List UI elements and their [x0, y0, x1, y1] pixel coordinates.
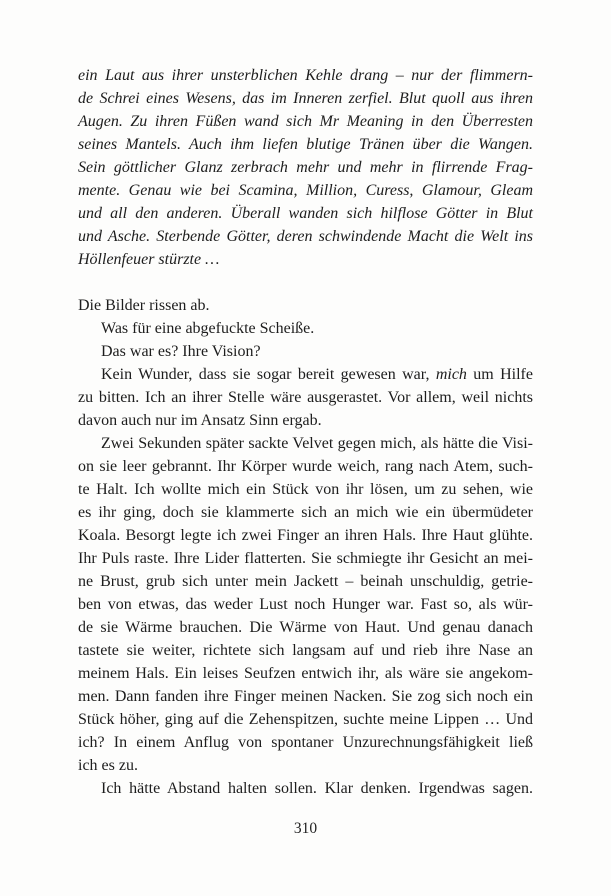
text-line: Die Bilder rissen ab.	[78, 297, 210, 314]
text-line: Höllenfeuer stürzte …	[78, 251, 220, 268]
text-line: zu bitten. Ich an ihrer Stelle wäre ausgerastet. Vor allem, weil nichts	[78, 389, 533, 406]
text-line: Augen. Zu ihren Füßen wand sich Mr Meaning in den Überresten	[78, 113, 533, 130]
text-line: Das war es? Ihre Vision?	[101, 343, 261, 360]
narrative-paragraphs	[78, 294, 533, 800]
text-line: davon auch nur im Ansatz Sinn ergab.	[78, 412, 322, 429]
text-line: de sie Wärme brauchen. Die Wärme von Haut. Und genau danach	[78, 619, 533, 636]
text-line: ein Laut aus ihrer unsterblichen Kehle drang – nur der flimmern-	[78, 67, 533, 84]
text-line: tastete sie weiter, richtete sich langsam auf und rieb ihre Nase an	[78, 642, 533, 659]
text-line: ne Brust, grub sich unter mein Jackett – beinah unschuldig, getrie-	[78, 573, 533, 590]
text-segment: Kein Wunder, dass sie sogar bereit gewesen war,	[101, 366, 436, 383]
text-line: de Schrei eines Wesens, das im Inneren zerfiel. Blut quoll aus ihren	[78, 90, 533, 107]
text-line: men. Dann fanden ihre Finger meinen Nacken. Sie zog sich noch ein	[78, 688, 533, 705]
text-line: ich es zu.	[78, 757, 138, 774]
text-line: meinem Hals. Ein leises Seufzen entwich ihr, als wäre sie angekom-	[78, 665, 533, 682]
text-segment: um Hilfe	[466, 366, 533, 383]
text-line: Ihr Puls raste. Ihre Lider flatterten. Sie schmiegte ihr Gesicht an mei-	[78, 550, 533, 567]
emphasized-word: mich	[435, 366, 467, 383]
page-text	[78, 64, 533, 800]
text-line: ich? In einem Anflug von spontaner Unzurechnungsfähigkeit ließ	[78, 734, 533, 751]
text-line: te Halt. Ich wollte mich ein Stück von ihr lösen, um zu sehen, wie	[78, 481, 533, 498]
text-line: Stück höher, ging auf die Zehenspitzen, suchte meine Lippen … Und	[78, 711, 533, 728]
text-line: mente. Genau wie bei Scamina, Million, Curess, Glamour, Gleam	[78, 182, 533, 199]
text-line: ben von etwas, das weder Lust noch Hunger war. Fast so, als wür-	[78, 596, 533, 613]
text-line	[78, 363, 533, 386]
text-line: seines Mantels. Auch ihm liefen blutige Tränen über die Wangen.	[78, 136, 533, 153]
text-line: Zwei Sekunden später sackte Velvet gegen mich, als hätte die Visi-	[101, 435, 533, 452]
text-line: on sie leer gebrannt. Ihr Körper wurde weich, rang nach Atem, such-	[78, 458, 533, 475]
vision-sequence-paragraph	[78, 64, 533, 271]
text-line: Was für eine abgefuckte Scheiße.	[101, 320, 315, 337]
text-line: und Asche. Sterbende Götter, deren schwindende Macht die Welt ins	[78, 228, 533, 245]
page-number: 310	[293, 820, 318, 837]
text-line: Koala. Besorgt legte ich zwei Finger an ihren Hals. Ihre Haut glühte.	[78, 527, 533, 544]
text-line: Sein göttlicher Glanz zerbrach mehr und mehr in flirrende Frag-	[78, 159, 533, 176]
text-line: Ich hätte Abstand halten sollen. Klar denken. Irgendwas sagen.	[101, 780, 533, 797]
text-line: es ihr ging, doch sie klammerte sich an mich wie ein übermüdeter	[78, 504, 533, 521]
text-line: und all den anderen. Überall wanden sich hilflose Götter in Blut	[78, 205, 533, 222]
